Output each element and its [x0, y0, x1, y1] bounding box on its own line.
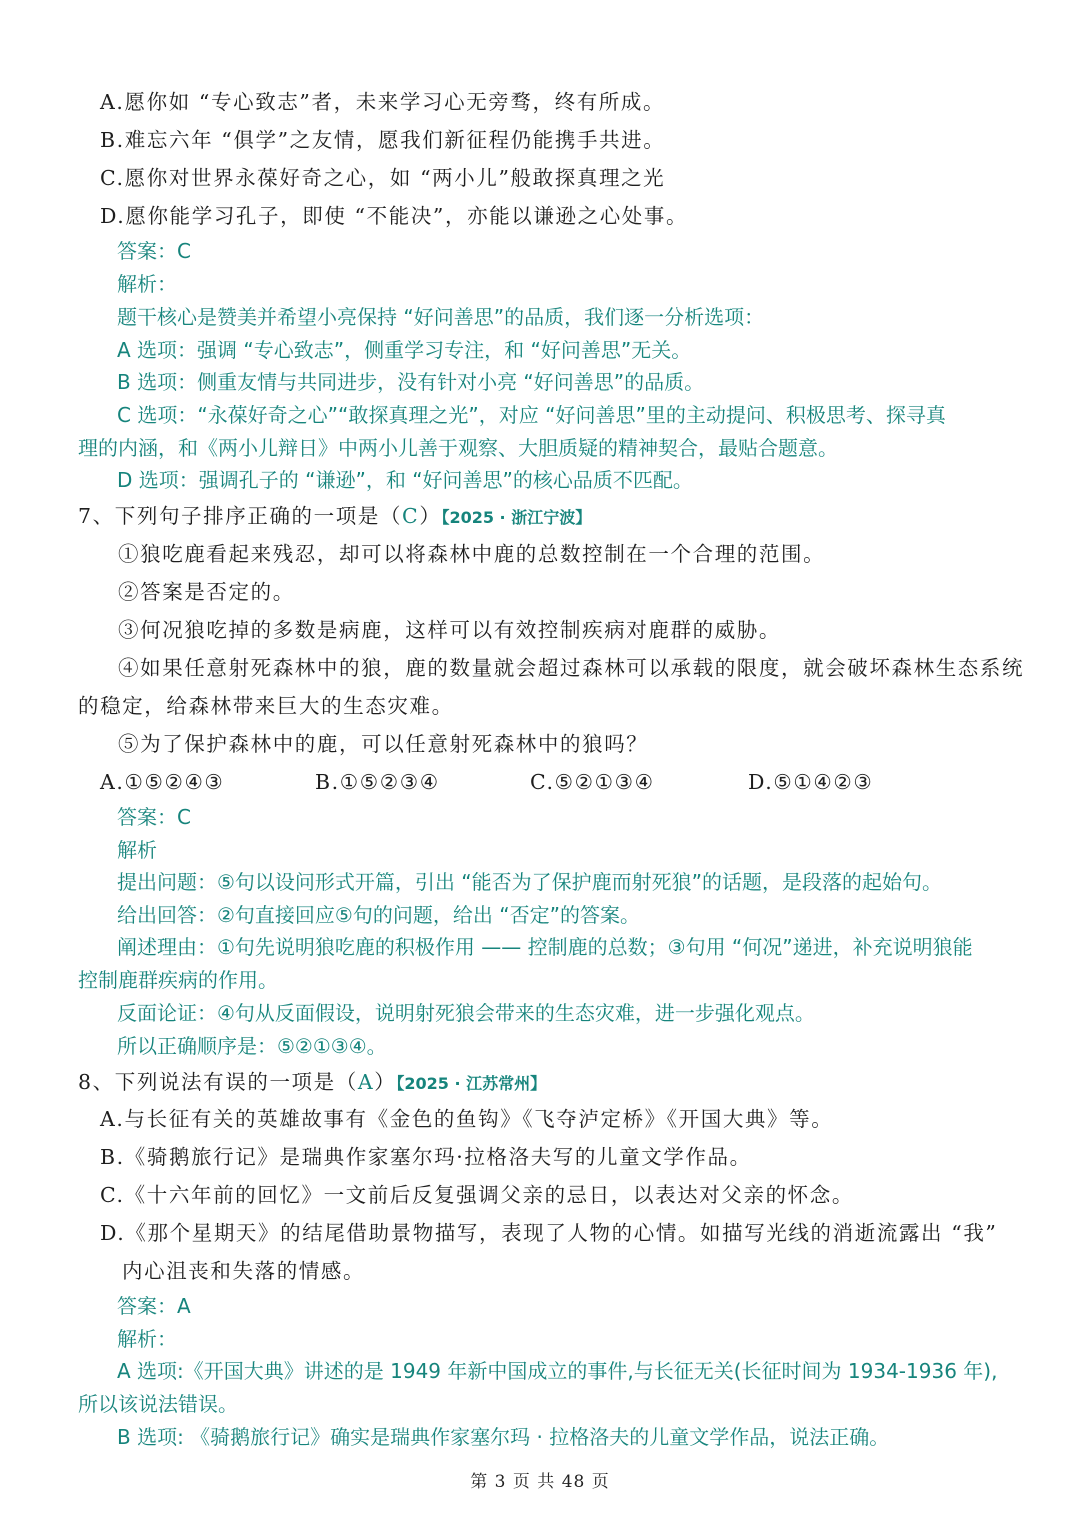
q8-analysis-label: 解析： — [117, 1327, 177, 1351]
q7-analysis-line: 提出问题：⑤句以设问形式开篇，引出 “能否为了保护鹿而射死狼”的话题，是段落的起始句。 — [117, 870, 943, 894]
q6-option-a: A.愿你如 “专心致志”者，未来学习心无旁骛，终有所成。 — [100, 90, 666, 114]
q7-option-a: A.①⑤②④③ — [100, 770, 225, 794]
q8-analysis-line: A 选项:《开国大典》讲述的是 1949 年新中国成立的事件,与长征无关(长征时间为 1934-1936 年), — [117, 1359, 998, 1383]
q7-sentence: 的稳定，给森林带来巨大的生态灾难。 — [78, 694, 454, 718]
q7-sentence: ①狼吃鹿看起来残忍，却可以将森林中鹿的总数控制在一个合理的范围。 — [118, 542, 826, 566]
q6-analysis-line: 理的内涵，和《两小儿辩日》中两小儿善于观察、大胆质疑的精神契合，最贴合题意。 — [78, 436, 838, 460]
q7-analysis-line: 控制鹿群疾病的作用。 — [78, 968, 278, 992]
q6-option-d: D.愿你能学习孔子，即使 “不能决”，亦能以谦逊之心处事。 — [100, 204, 689, 228]
q7-sentence: ③何况狼吃掉的多数是病鹿，这样可以有效控制疾病对鹿群的威胁。 — [118, 618, 781, 642]
q8-stem — [78, 1070, 546, 1095]
q7-source-tag: 【2025 · 浙江宁波】 — [441, 508, 592, 527]
q6-analysis-line: A 选项：强调 “专心致志”，侧重学习专注，和 “好问善思”无关。 — [117, 338, 692, 362]
q6-option-b: B.难忘六年 “俱学”之友情，愿我们新征程仍能携手共进。 — [100, 128, 666, 152]
q7-analysis-line: 给出回答：②句直接回应⑤句的问题，给出 “否定”的答案。 — [117, 903, 640, 927]
q7-stem-text: 7、下列句子排序正确的一项是（ — [78, 504, 403, 528]
q8-option-a: A.与长征有关的英雄故事有《金色的鱼钩》《飞夺泸定桥》《开国大典》等。 — [100, 1107, 834, 1131]
q6-analysis-line: 题干核心是赞美并希望小亮保持 “好问善思”的品质，我们逐一分析选项： — [117, 305, 765, 329]
q8-answer: 答案：A — [117, 1294, 191, 1318]
page-footer: 第 3 页 共 48 页 — [470, 1472, 610, 1492]
q6-analysis-line: C 选项：“永葆好奇之心”“敢探真理之光”，对应 “好问善思”里的主动提问、积极思考、探寻真 — [117, 403, 946, 427]
q8-option-c: C.《十六年前的回忆》一文前后反复强调父亲的忌日，以表达对父亲的怀念。 — [100, 1183, 854, 1207]
q7-sentence: ②答案是否定的。 — [118, 580, 295, 604]
q8-option-d: D.《那个星期天》的结尾借助景物描写，表现了人物的心情。如描写光线的消逝流露出 “我” — [100, 1221, 998, 1245]
q8-source-tag: 【2025 · 江苏常州】 — [396, 1074, 547, 1093]
q7-analysis-line: 反面论证：④句从反面假设，说明射死狼会带来的生态灾难，进一步强化观点。 — [117, 1001, 815, 1025]
q8-stem-answer: A — [357, 1070, 375, 1094]
q8-option-b: B.《骑鹅旅行记》是瑞典作家塞尔玛·拉格洛夫写的儿童文学作品。 — [100, 1145, 752, 1169]
q7-analysis-line: 所以正确顺序是：⑤②①③④。 — [117, 1034, 387, 1058]
q6-option-c: C.愿你对世界永葆好奇之心，如 “两小儿”般敢探真理之光 — [100, 166, 666, 190]
q6-analysis-line: D 选项：强调孔子的 “谦逊”，和 “好问善思”的核心品质不匹配。 — [117, 468, 693, 492]
q8-stem-text: 8、下列说法有误的一项是（ — [78, 1070, 358, 1094]
q7-option-c: C.⑤②①③④ — [530, 770, 655, 794]
q7-option-b: B.①⑤②③④ — [315, 770, 440, 794]
q7-stem — [78, 504, 591, 529]
q6-analysis-line: B 选项：侧重友情与共同进步，没有针对小亮 “好问善思”的品质。 — [117, 370, 705, 394]
q7-answer: 答案：C — [117, 805, 191, 829]
q7-analysis-label: 解析 — [117, 838, 157, 862]
q7-option-d: D.⑤①④②③ — [748, 770, 874, 794]
q8-stem-close: ） — [374, 1070, 397, 1094]
q8-analysis-line: 所以该说法错误。 — [78, 1392, 238, 1416]
q8-analysis-line: B 选项: 《骑鹅旅行记》确实是瑞典作家塞尔玛 · 拉格洛夫的儿童文学作品，说法正确。 — [117, 1425, 890, 1449]
q7-analysis-line: 阐述理由：①句先说明狼吃鹿的积极作用 —— 控制鹿的总数；③句用 “何况”递进，补充说明狼能 — [117, 935, 973, 959]
q7-sentence: ⑤为了保护森林中的鹿，可以任意射死森林中的狼吗？ — [118, 732, 649, 756]
q6-answer: 答案：C — [117, 239, 191, 263]
q7-options — [100, 770, 1000, 796]
q6-analysis-label: 解析： — [117, 272, 177, 296]
q8-option-d-cont: 内心沮丧和失落的情感。 — [122, 1259, 366, 1283]
q7-stem-answer: C — [402, 504, 420, 528]
q7-stem-close: ） — [419, 504, 442, 528]
q7-sentence: ④如果任意射死森林中的狼，鹿的数量就会超过森林可以承载的限度，就会破坏森林生态系统 — [118, 656, 1025, 680]
